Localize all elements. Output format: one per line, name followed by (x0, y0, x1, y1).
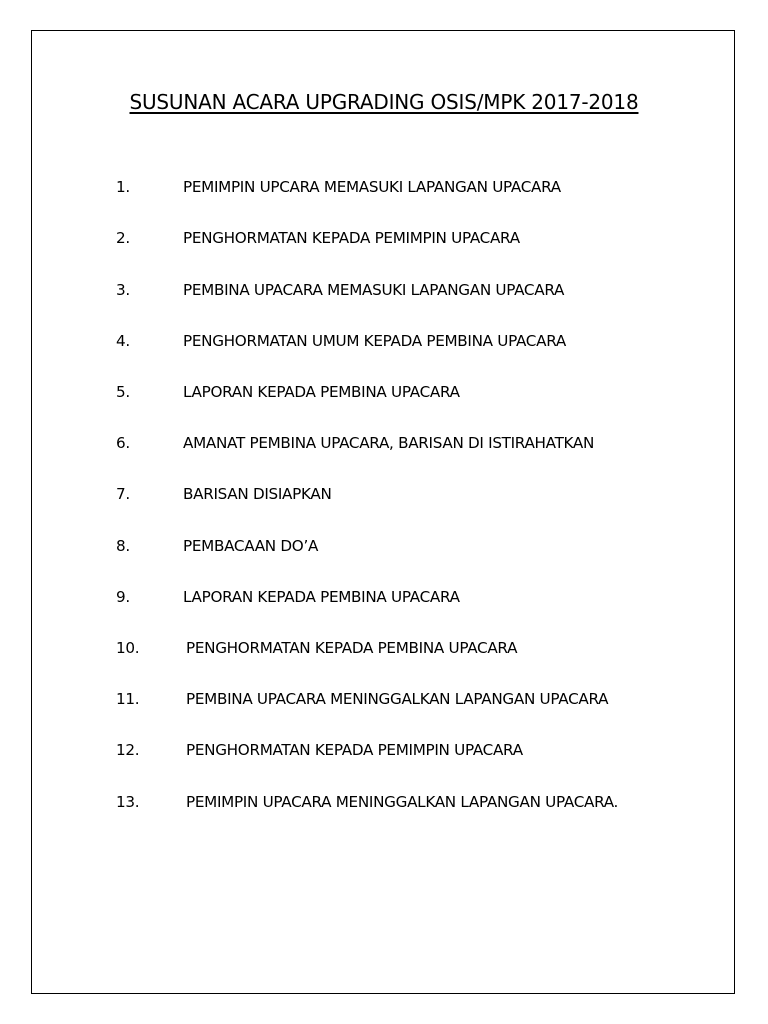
item-number: 12. (116, 741, 140, 759)
agenda-item (0, 690, 768, 714)
item-number: 13. (116, 793, 140, 811)
item-number: 5. (116, 383, 130, 401)
item-text: PEMBACAAN DO’A (183, 537, 319, 555)
agenda-item (0, 485, 768, 509)
item-text: PEMBINA UPACARA MENINGGALKAN LAPANGAN UPACARA (186, 690, 609, 708)
item-number: 10. (116, 639, 140, 657)
agenda-item (0, 537, 768, 561)
item-text: LAPORAN KEPADA PEMBINA UPACARA (183, 588, 460, 606)
item-number: 6. (116, 434, 130, 452)
document-title-text: SUSUNAN ACARA UPGRADING OSIS/MPK 2017-2018 (129, 90, 639, 114)
agenda-item (0, 588, 768, 612)
agenda-item (0, 434, 768, 458)
agenda-item (0, 383, 768, 407)
agenda-item (0, 332, 768, 356)
document-title (0, 90, 768, 114)
item-text: PEMIMPIN UPACARA MENINGGALKAN LAPANGAN UPACARA. (186, 793, 619, 811)
item-text: PENGHORMATAN KEPADA PEMIMPIN UPACARA (186, 741, 523, 759)
item-text: PENGHORMATAN KEPADA PEMBINA UPACARA (186, 639, 518, 657)
item-text: BARISAN DISIAPKAN (183, 485, 332, 503)
agenda-item (0, 741, 768, 765)
item-number: 2. (116, 229, 130, 247)
page-border (31, 30, 735, 994)
agenda-item (0, 178, 768, 202)
item-number: 9. (116, 588, 130, 606)
item-number: 4. (116, 332, 130, 350)
item-text: PENGHORMATAN UMUM KEPADA PEMBINA UPACARA (183, 332, 566, 350)
item-text: PEMBINA UPACARA MEMASUKI LAPANGAN UPACARA (183, 281, 565, 299)
item-text: AMANAT PEMBINA UPACARA, BARISAN DI ISTIRAHATKAN (183, 434, 595, 452)
item-text: PENGHORMATAN KEPADA PEMIMPIN UPACARA (183, 229, 520, 247)
item-text: PEMIMPIN UPCARA MEMASUKI LAPANGAN UPACARA (183, 178, 561, 196)
item-number: 1. (116, 178, 130, 196)
item-number: 7. (116, 485, 130, 503)
agenda-item (0, 281, 768, 305)
item-number: 8. (116, 537, 130, 555)
agenda-item (0, 793, 768, 817)
item-number: 11. (116, 690, 140, 708)
agenda-item (0, 639, 768, 663)
agenda-item (0, 229, 768, 253)
item-text: LAPORAN KEPADA PEMBINA UPACARA (183, 383, 460, 401)
item-number: 3. (116, 281, 130, 299)
